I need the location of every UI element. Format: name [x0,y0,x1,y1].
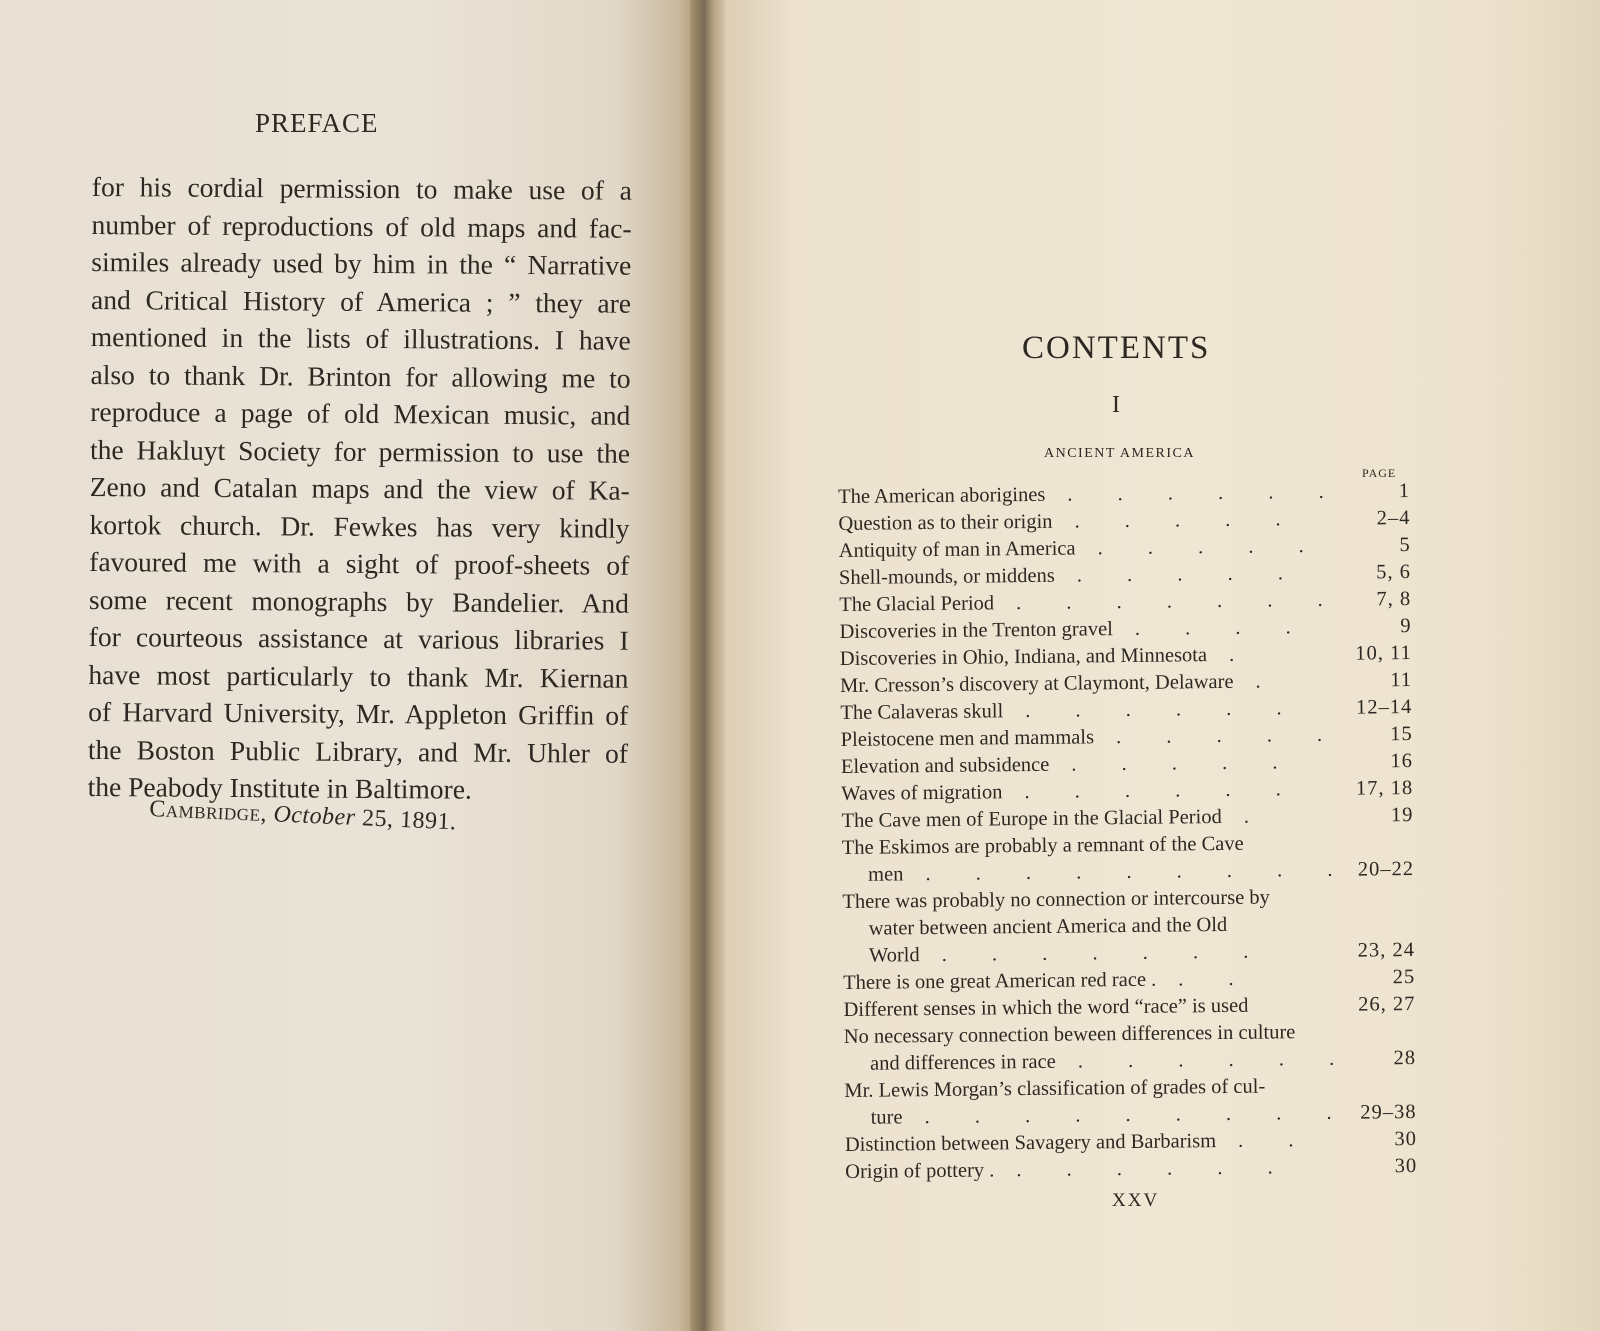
preface-line: reproduce a page of old Mexican music, and [90,395,631,431]
toc-leader-dots: . . [1178,967,1254,991]
toc-page-number: 30 [1394,1127,1418,1151]
toc-page-number: 25 [1392,965,1416,989]
toc-leader-dots: . [1228,643,1255,666]
toc-page-number: 2–4 [1376,507,1411,530]
toc-page-number: 11 [1390,668,1413,692]
toc-page-number: 9 [1400,615,1412,638]
toc-leader-dots: . . . . [1134,616,1311,640]
toc-leader-dots: . . . . . . . [1015,588,1343,615]
toc-entry-title: Different senses in which the word “race” is used [843,994,1249,1021]
preface-line: Zeno and Catalan maps and the view of Ka- [89,470,630,506]
toc-leader-dots: . . . . . [1097,534,1324,560]
preface-line: mentioned in the lists of illustrations. I have [90,320,631,356]
toc-entry-title: ture [870,1106,903,1129]
toc-entry-title: World [868,944,920,967]
signature-month: October [272,801,357,831]
preface-line: the Boston Public Library, and Mr. Uhler of [87,733,629,769]
preface-line: and Critical History of America ; ” they are [90,283,632,319]
toc-entry-title: The Glacial Period [839,592,995,616]
toc-page-number: 23, 24 [1357,938,1416,962]
preface-line: some recent monographs by Bandelier. And [88,583,630,619]
toc-leader-dots: . . . . . [1076,562,1304,587]
toc-leader-dots: . . . . . . [1067,480,1344,506]
toc-page-number: 30 [1394,1154,1418,1178]
toc-entry-title: and differences in race [869,1050,1056,1075]
toc-leader-dots: . . . . . [1074,508,1301,533]
toc-entry-title: men [867,863,904,886]
toc-page-number: 19 [1390,803,1414,827]
toc-entry-title: Discoveries in the Trenton gravel [839,618,1113,643]
toc-leader-dots: . . . . . . . . . [924,1101,1352,1129]
toc-page-number: 17, 18 [1355,776,1414,800]
page-folio: XXV [1112,1190,1160,1211]
toc-leader-dots: . . . . . . [1016,1156,1293,1182]
preface-line: for his cordial permission to make use of a [91,170,632,206]
toc-page-number: 5 [1399,534,1411,557]
toc-page-number: 26, 27 [1358,992,1416,1016]
toc-entry-title: Elevation and subsidence [840,753,1050,778]
toc-leader-dots: . . [1237,1129,1314,1152]
page-column-label: PAGE [1362,466,1397,480]
preface-line: kortok church. Dr. Fewkes has very kindly [89,508,630,544]
toc-entry-title: The Calaveras skull [840,700,1004,724]
toc-entry-title: Waves of migration [841,781,1003,805]
toc-entry-title: No necessary connection beween differences in culture [843,1021,1296,1048]
part-title: ANCIENT AMERICA [1044,446,1195,461]
preface-line: for courteous assistance at various libraries I [88,620,629,656]
toc-page-number: 10, 11 [1355,642,1412,665]
toc-entry-title: Distinction between Savagery and Barbarism [844,1130,1217,1156]
toc-page-number: 12–14 [1356,695,1413,719]
toc-entry-title: Shell-mounds, or middens [838,564,1055,589]
toc-leader-dots: . . . . . . [1025,697,1302,723]
toc-leader-dots: . . . . . . . . . [925,858,1353,886]
toc-leader-dots: . [1255,670,1281,693]
toc-entry-title: The Cave men of Europe in the Glacial Period [841,806,1222,832]
toc-page-number: 1 [1398,480,1411,503]
toc-leader-dots: . . . . . [1115,723,1343,749]
toc-page-number: 5, 6 [1376,561,1412,584]
toc-page-number: 20–22 [1357,857,1415,881]
preface-line: of Harvard University, Mr. Appleton Griffin of [88,695,629,731]
toc-leader-dots: . . . . . . [1024,778,1301,804]
book-gutter [690,0,730,1331]
toc-entry-title: Origin of pottery . [845,1159,995,1183]
toc-page-number: 16 [1390,749,1414,773]
toc-leader-dots: . . . . . [1071,751,1298,776]
toc-page-number: 7, 8 [1376,588,1412,611]
signature-place: Cambridge, [148,796,268,828]
toc-leader-dots: . [1243,805,1270,828]
toc-entry-title: Question as to their origin [838,510,1053,535]
toc-page-number: 28 [1393,1046,1417,1070]
preface-line: have most particularly to thank Mr. Kiernan [88,658,629,694]
preface-line: the Peabody Institute in Baltimore. [87,770,472,805]
toc-entry-title: Mr. Cresson’s discovery at Claymont, Delaware [840,670,1234,697]
preface-line: number of reproductions of old maps and fac- [91,208,632,244]
toc-leader-dots: . . . . . . [1077,1047,1355,1073]
toc-entry-title: water between ancient America and the Old [868,913,1228,940]
preface-line: similes already used by him in the “ Narrative [91,245,632,281]
toc-entry-title: Mr. Lewis Morgan’s classification of grades of cul- [844,1075,1266,1102]
preface-line: the Hakluyt Society for permission to use the [89,433,631,469]
toc-entry-title: The Eskimos are probably a remnant of the Cave [841,832,1244,859]
preface-line: also to thank Dr. Brinton for allowing me to [90,358,631,394]
table-of-contents [838,478,1417,1186]
toc-entry-title: Pleistocene men and mammals [840,726,1095,751]
part-numeral: I [1112,392,1120,418]
left-page [0,0,700,1331]
contents-title: CONTENTS [1022,330,1211,366]
preface-text [88,168,632,809]
toc-entry-title: There is one great American red race . [843,968,1157,994]
toc-leader-dots: . . . . . . . [941,940,1269,966]
toc-page-number: 15 [1390,722,1413,746]
toc-entry-title: There was probably no connection or intercourse by [842,886,1270,913]
toc-entry-title: The American aborigines [838,483,1046,508]
toc-entry-title: Antiquity of man in America [838,537,1076,562]
toc-entry-title: Discoveries in Ohio, Indiana, and Minnesota [839,644,1208,670]
preface-line: favoured me with a sight of proof-sheets of [89,545,630,581]
toc-page-number: 29–38 [1360,1100,1417,1124]
signature-date: 25, 1891. [361,805,458,836]
running-head: PREFACE [255,108,379,138]
